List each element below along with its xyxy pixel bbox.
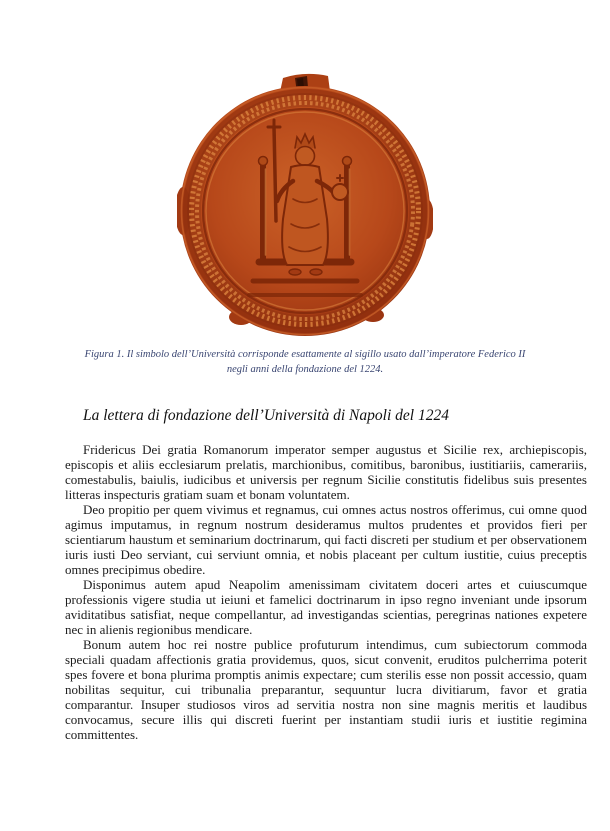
figure-caption: Figura 1. Il simbolo dell’Università corrisponde esattamente al sigillo usato dall’imperatore Federico II negli anni della fondazione del 1224. <box>84 349 526 375</box>
seal-figure <box>177 69 433 337</box>
imperial-wax-seal-icon <box>177 69 433 337</box>
article-paragraph-2: Deo propitio per quem vivimus et regnamus, cui omnes actus nostros offerimus, cui omne quod agimus imputamus, in regnum nostrum desideramus multos prudentes et providos fieri per scientiarum haustum et seminarium doctrinarum, qui facti discreti per studium et per observationem iuris iusti Deo serviant, cui serviunt omnia, et nobis placeant per cultum iustitie, cuius preceptis omnes precipimus obedire. <box>65 502 587 578</box>
article-body <box>65 442 587 742</box>
article-paragraph-1: Fridericus Dei gratia Romanorum imperator semper augustus et Sicilie rex, archiepiscopis, episcopis et aliis ecclesiarum prelatis, marchionibus, comitibus, baronibus, iustitiariis, camerariis, comestabulis, baiulis, iudicibus et universis per regnum Sicilie constitutis fidelibus suis presentes litteras inspecturis gratiam suam et bonam voluntatem. <box>65 442 587 503</box>
article-title: La lettera di fondazione dell’Università di Napoli del 1224 <box>83 407 449 425</box>
article-paragraph-4: Bonum autem hoc rei nostre publice profuturum intendimus, cum subiectorum commoda speciali quadam affectionis gratia providemus, quos, sicut convenit, eruditos pulcherrima poterit spes fovere et bona plurima promptis animis expectare; cum sterilis esse non possit accessio, quam nobilitas sequitur, cui tribunalia preparantur, sequuntur lucra divitiarum, favor et gratia comparantur. Insuper studiosos viros ad servitia nostra non sine magnis meritis et laudibus convocamus, secure illis qui discreti fuerint per instantiam studii iuris et iustitie regimina committentes. <box>65 637 587 743</box>
article-paragraph-3: Disponimus autem apud Neapolim amenissimam civitatem doceri artes et cuiuscumque professionis vigere studia ut ieiuni et famelici doctrinarum in ipso regno inveniant unde ipsorum aviditatibus satisfiat, neque compellantur, ad investigandas scientias, peregrinas nationes expetere nec in alienis regionibus mendicare. <box>65 577 587 638</box>
